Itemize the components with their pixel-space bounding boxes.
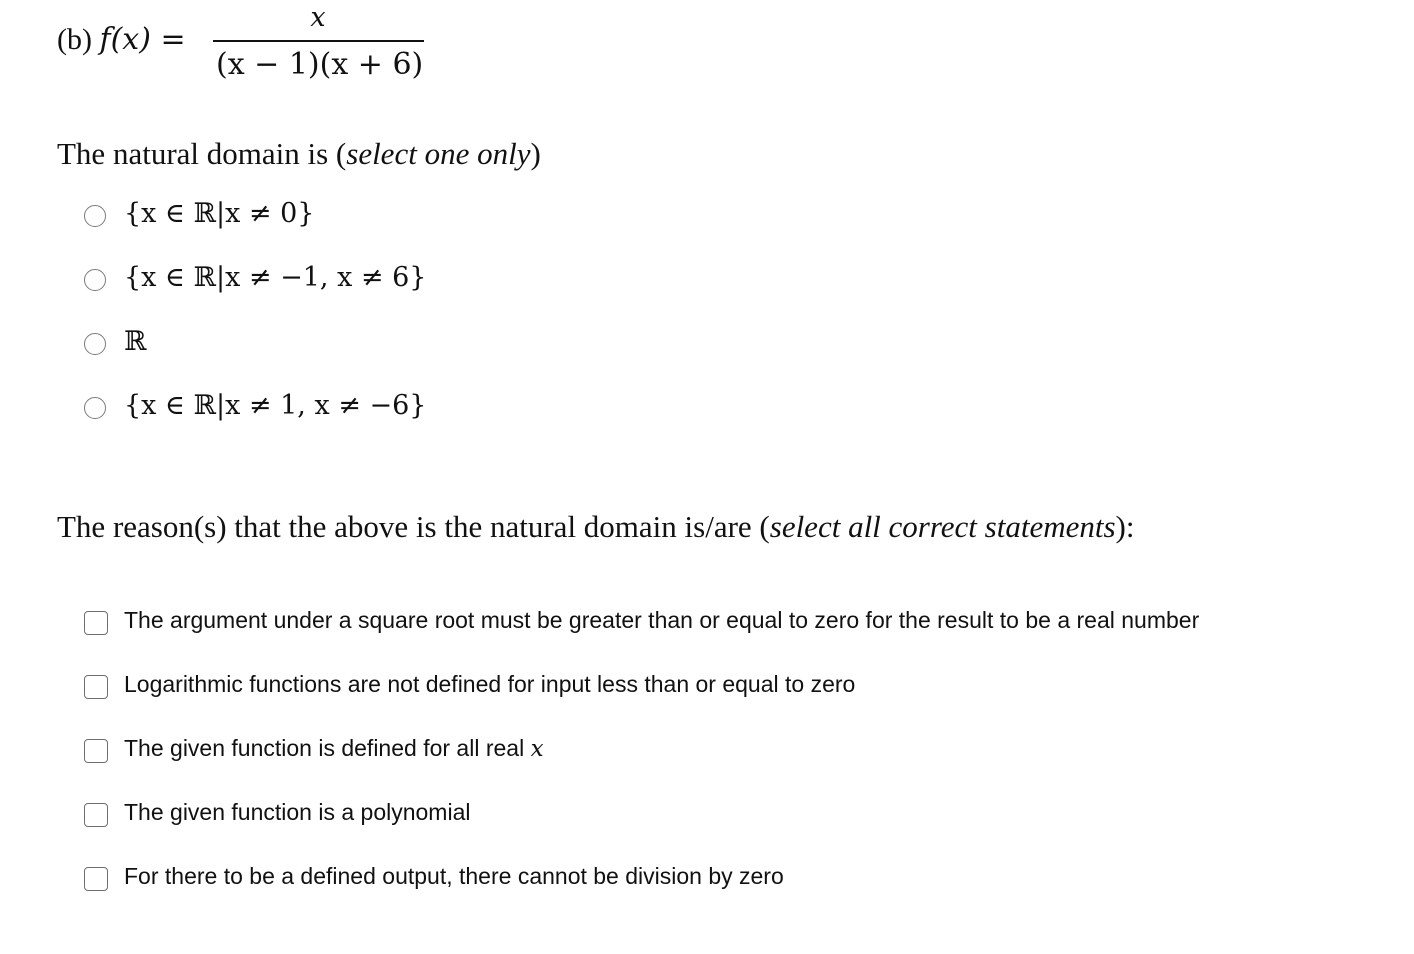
- reason-option-4-checkbox[interactable]: [84, 803, 108, 827]
- domain-prompt-suffix: ): [530, 136, 541, 171]
- reason-prompt-suffix: ):: [1115, 509, 1135, 544]
- function-lhs: f(x) =: [99, 22, 186, 57]
- reason-option-3-math-x: x: [530, 736, 544, 762]
- domain-prompt-emphasis: select one only: [346, 136, 531, 171]
- domain-option-3-label[interactable]: ℝ: [124, 326, 147, 357]
- domain-option-2-label[interactable]: {x ∈ ℝ|x ≠ −1, x ≠ 6}: [124, 262, 427, 293]
- domain-option-3-radio[interactable]: [84, 333, 106, 355]
- fraction-denominator: (x − 1)(x + 6): [216, 47, 424, 82]
- part-label-and-function-lhs: [57, 22, 186, 57]
- reason-option-3-label: The given function is defined for all real: [124, 735, 525, 761]
- fraction-numerator: x: [310, 2, 326, 33]
- domain-question-prompt: [57, 136, 541, 172]
- reason-option-3-checkbox[interactable]: [84, 739, 108, 763]
- part-label: (b): [57, 23, 92, 56]
- reason-option-4-label[interactable]: The given function is a polynomial: [124, 799, 471, 825]
- fraction-bar: [213, 40, 424, 42]
- reason-prompt-emphasis: select all correct statements: [769, 509, 1116, 544]
- domain-option-4-label[interactable]: {x ∈ ℝ|x ≠ 1, x ≠ −6}: [124, 390, 427, 421]
- domain-option-4-radio[interactable]: [84, 397, 106, 419]
- reason-option-3-label-row[interactable]: [124, 735, 544, 762]
- domain-option-1-radio[interactable]: [84, 205, 106, 227]
- domain-prompt-prefix: The natural domain is (: [57, 136, 347, 171]
- reason-option-1-label[interactable]: The argument under a square root must be greater than or equal to zero for the result to be a real number: [124, 607, 1200, 633]
- reason-option-5-checkbox[interactable]: [84, 867, 108, 891]
- domain-option-1-label[interactable]: {x ∈ ℝ|x ≠ 0}: [124, 198, 315, 229]
- reason-question-prompt: [57, 509, 1134, 545]
- reason-prompt-prefix: The reason(s) that the above is the natural domain is/are (: [57, 509, 770, 544]
- reason-option-2-label[interactable]: Logarithmic functions are not defined for input less than or equal to zero: [124, 671, 856, 697]
- domain-option-2-radio[interactable]: [84, 269, 106, 291]
- reason-option-5-label[interactable]: For there to be a defined output, there cannot be division by zero: [124, 863, 784, 889]
- reason-option-1-checkbox[interactable]: [84, 611, 108, 635]
- reason-option-2-checkbox[interactable]: [84, 675, 108, 699]
